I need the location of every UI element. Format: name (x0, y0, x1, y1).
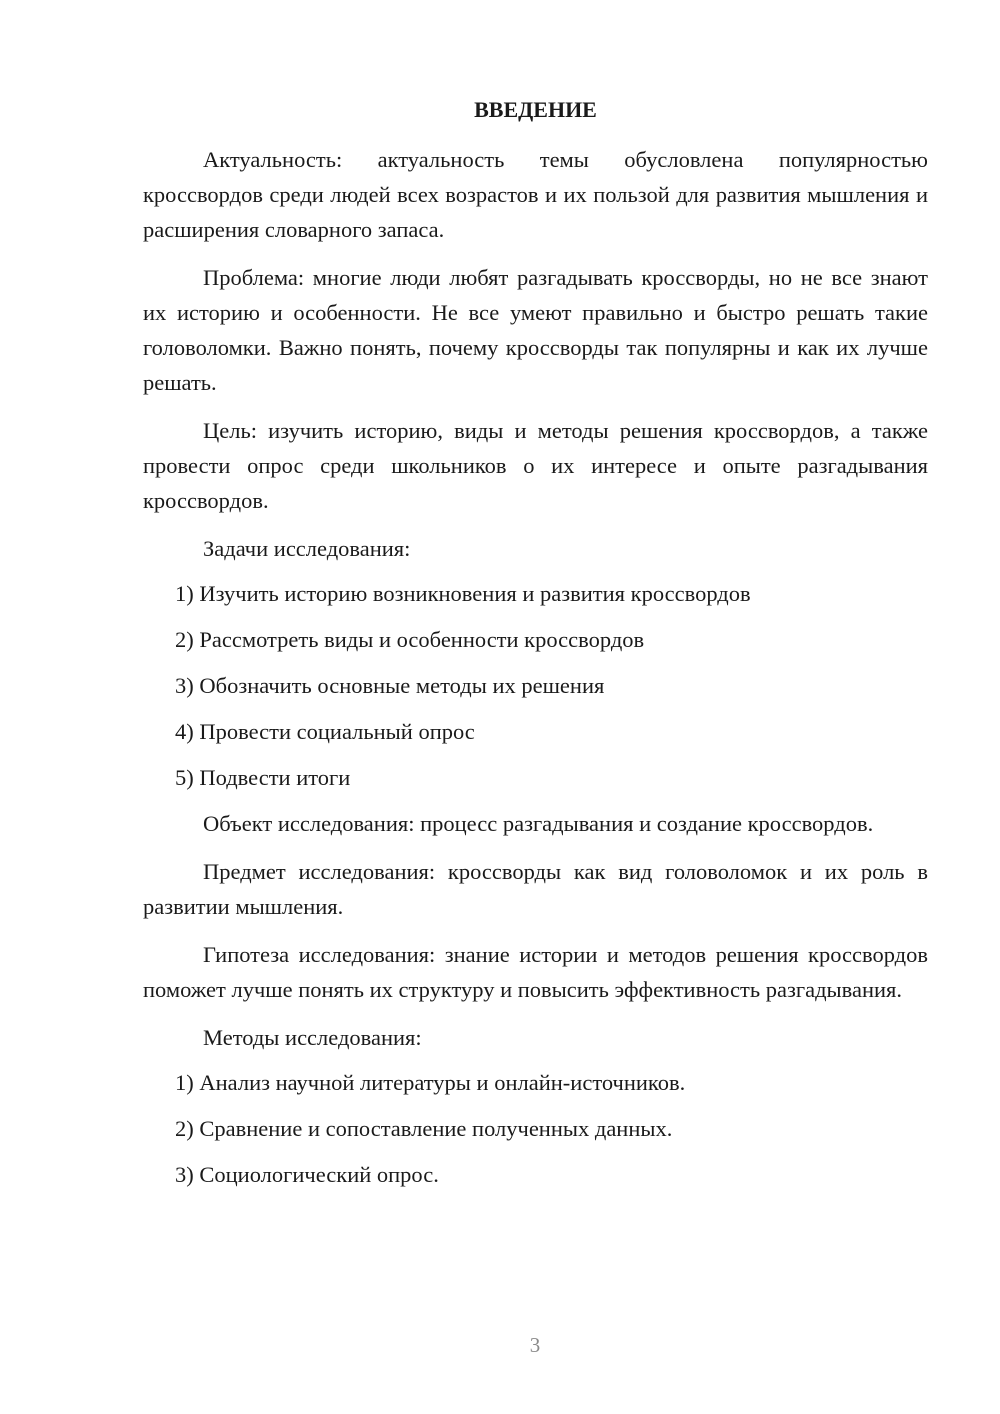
subject-paragraph: Предмет исследования: кроссворды как вид головоломок и их роль в развитии мышления. (143, 859, 928, 919)
task-item: 1) Изучить историю возникновения и развития кроссвордов (175, 581, 751, 606)
task-item: 3) Обозначить основные методы их решения (175, 673, 605, 698)
problem-paragraph: Проблема: многие люди любят разгадывать кроссворды, но не все знают их историю и особенности. Не все умеют правильно и быстро решать такие головоломки. Важно понять, почему кроссворды так популярны и как их лучше решать. (143, 265, 928, 395)
method-item: 1) Анализ научной литературы и онлайн-источников. (175, 1070, 686, 1095)
methods-list (143, 1065, 928, 1193)
tasks-list (143, 576, 928, 796)
page-number: 3 (529, 1333, 541, 1357)
relevance-paragraph: Актуальность: актуальность темы обусловлена популярностью кроссвордов среди людей всех возрастов и их пользой для развития мышления и расширения словарного запаса. (143, 147, 928, 242)
task-item: 2) Рассмотреть виды и особенности кроссвордов (175, 627, 645, 652)
document-page (143, 92, 928, 1203)
task-item: 5) Подвести итоги (175, 765, 351, 790)
method-item: 2) Сравнение и сопоставление полученных данных. (175, 1116, 673, 1141)
methods-heading: Методы исследования: (203, 1025, 422, 1050)
hypothesis-paragraph: Гипотеза исследования: знание истории и методов решения кроссвордов поможет лучше понять их структуру и повысить эффективность разгадывания. (143, 942, 928, 1002)
tasks-heading: Задачи исследования: (203, 536, 411, 561)
method-item: 3) Социологический опрос. (175, 1162, 439, 1187)
task-item: 4) Провести социальный опрос (175, 719, 475, 744)
object-paragraph: Объект исследования: процесс разгадывания и создание кроссвордов. (203, 811, 874, 836)
goal-paragraph: Цель: изучить историю, виды и методы решения кроссвордов, а также провести опрос среди школьников о их интересе и опыте разгадывания кроссвордов. (143, 418, 928, 513)
page-title: ВВЕДЕНИЕ (474, 97, 597, 122)
